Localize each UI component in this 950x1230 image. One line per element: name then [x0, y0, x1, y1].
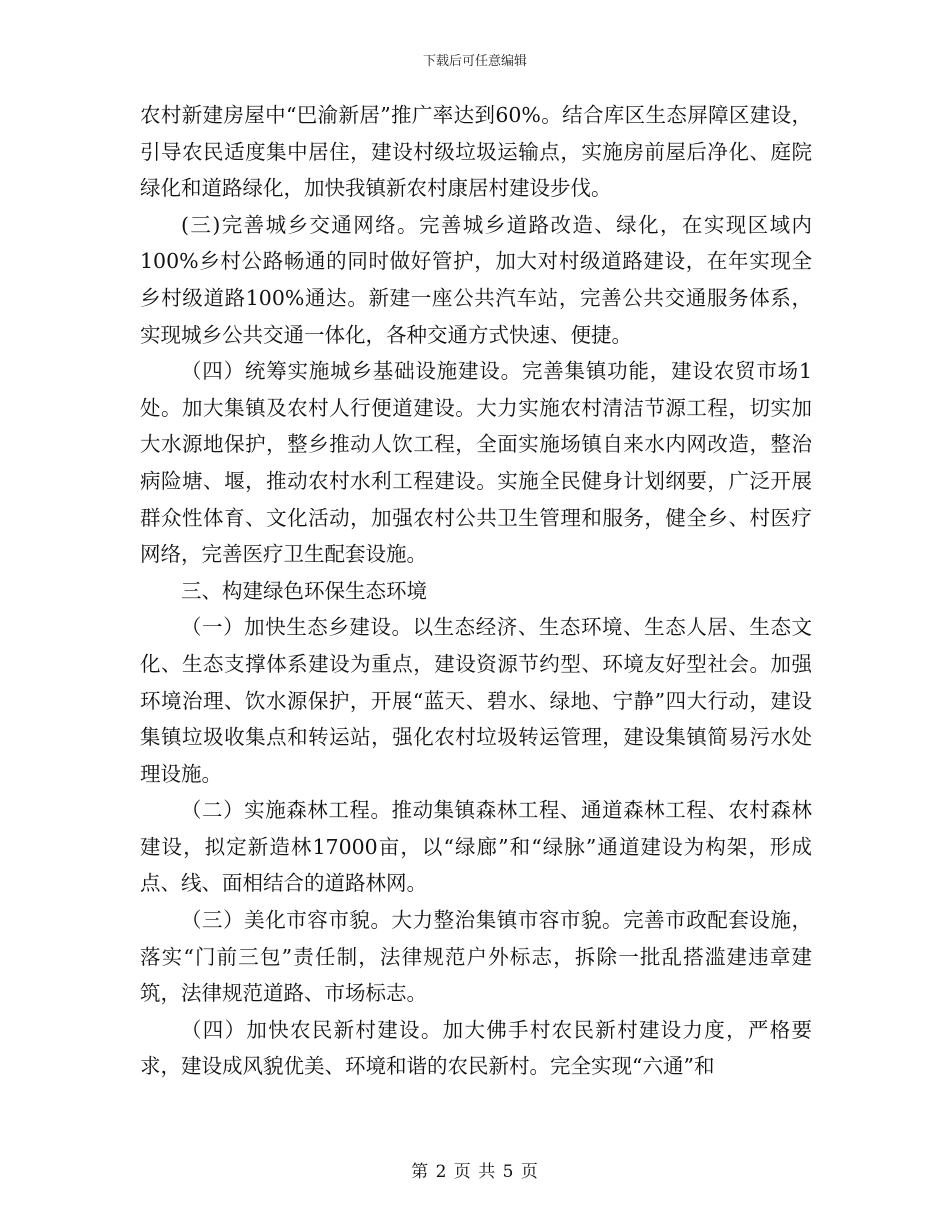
section-heading: 三、构建绿色环保生态环境: [181, 578, 427, 603]
paragraph: （三）美化市容市貌。大力整治集镇市容市貌。完善市政配套设施，落实“门前三包”责任制，法律规范户外标志，拆除一批乱搭滥建违章建筑，法律规范道路、市场标志。: [140, 908, 812, 1006]
paragraph: (三)完善城乡交通网络。完善城乡道路改造、绿化，在实现区域内100%乡村公路畅通的同时做好管护，加大对村级道路建设，在年实现全乡村级道路100%通达。新建一座公共汽车站，完善公共交通服务体系，实现城乡公共交通一体化，各种交通方式快速、便捷。: [140, 212, 812, 347]
paragraph: （二）实施森林工程。推动集镇森林工程、通道森林工程、农村森林建设，拟定新造林17000亩，以“绿廊”和“绿脉”通道建设为构架，形成点、线、面相结合的道路林网。: [140, 798, 812, 896]
page-header-note: 下载后可任意编辑: [422, 54, 527, 69]
paragraph: （四）统筹实施城乡基础设施建设。完善集镇功能，建设农贸市场1处。加大集镇及农村人行便道建设。大力实施农村清洁节源工程，切实加大水源地保护，整乡推动人饮工程，全面实施场镇自来水内网改造，整治病险塘、堰，推动农村水利工程建设。实施全民健身计划纲要，广泛开展群众性体育、文化活动，加强农村公共卫生管理和服务，健全乡、村医疗网络，完善医疗卫生配套设施。: [140, 359, 812, 567]
paragraph: （四）加快农民新村建设。加大佛手村农民新村建设力度，严格要求，建设成风貌优美、环境和谐的农民新村。完全实现“六通”和: [140, 1017, 812, 1079]
paragraph: 农村新建房屋中“巴渝新居”推广率达到60%。结合库区生态屏障区建设，引导农民适度集中居住，建设村级垃圾运输点，实施房前屋后净化、庭院绿化和道路绿化，加快我镇新农村康居村建设步伐。: [140, 103, 812, 201]
page-number-footer: 第 2 页 共 5 页: [411, 1162, 539, 1182]
paragraph: （一）加快生态乡建设。以生态经济、生态环境、生态人居、生态文化、生态支撑体系建设为重点，建设资源节约型、环境友好型社会。加强环境治理、饮水源保护，开展“蓝天、碧水、绿地、宁静”四大行动，建设集镇垃圾收集点和转运站，强化农村垃圾转运管理，建设集镇简易污水处理设施。: [140, 615, 812, 786]
document-body: [140, 97, 812, 1085]
